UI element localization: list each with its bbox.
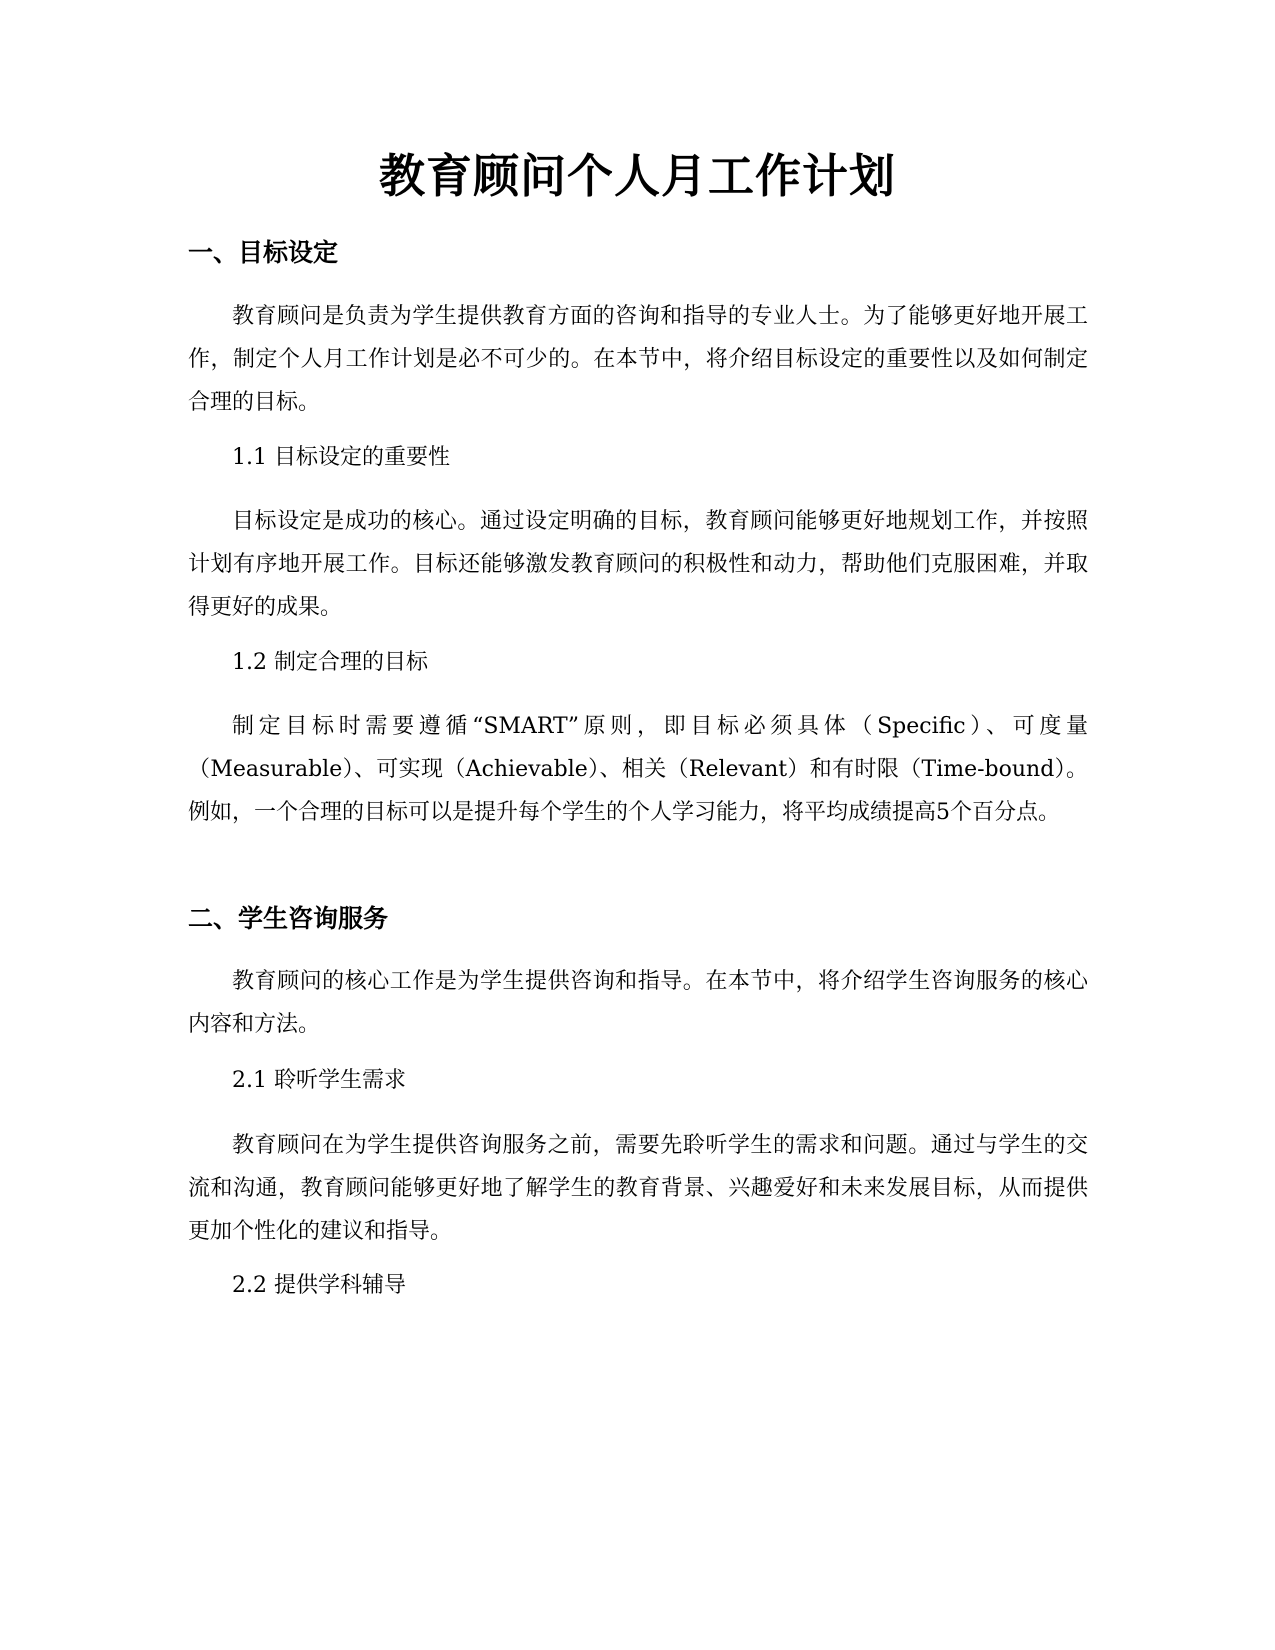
document-title: 教育顾问个人月工作计划 bbox=[379, 149, 896, 203]
subsection-heading-2-2: 2.2 提供学科辅导 bbox=[232, 1273, 406, 1298]
section-heading-1: 一、目标设定 bbox=[188, 238, 339, 267]
subsection-1-1-body: 目标设定是成功的核心。通过设定明确的目标，教育顾问能够更好地规划工作，并按照计划有序地开展工作。目标还能够激发教育顾问的积极性和动力，帮助他们克服困难，并取得更好的成果。 bbox=[188, 509, 1088, 620]
subsection-heading-1-2: 1.2 制定合理的目标 bbox=[232, 650, 428, 675]
subsection-heading-1-1: 1.1 目标设定的重要性 bbox=[232, 445, 450, 470]
subsection-2-1-body: 教育顾问在为学生提供咨询服务之前，需要先聆听学生的需求和问题。通过与学生的交流和沟通，教育顾问能够更好地了解学生的教育背景、兴趣爱好和未来发展目标，从而提供更加个性化的建议和指导。 bbox=[188, 1133, 1088, 1244]
section-2-intro: 教育顾问的核心工作是为学生提供咨询和指导。在本节中，将介绍学生咨询服务的核心内容和方法。 bbox=[188, 969, 1088, 1037]
section-1-intro: 教育顾问是负责为学生提供教育方面的咨询和指导的专业人士。为了能够更好地开展工作，制定个人月工作计划是必不可少的。在本节中，将介绍目标设定的重要性以及如何制定合理的目标。 bbox=[188, 304, 1088, 415]
subsection-heading-2-1: 2.1 聆听学生需求 bbox=[232, 1068, 406, 1093]
subsection-1-2-body: 制定目标时需要遵循“SMART”原则，即目标必须具体（Specific）、可度量（Measurable）、可实现（Achievable）、相关（Relevant）和有时限（Time-bound）。例如，一个合理的目标可以是提升每个学生的个人学习能力，将平均成绩提高5个百分点。 bbox=[188, 714, 1088, 825]
section-heading-2: 二、学生咨询服务 bbox=[188, 904, 389, 933]
